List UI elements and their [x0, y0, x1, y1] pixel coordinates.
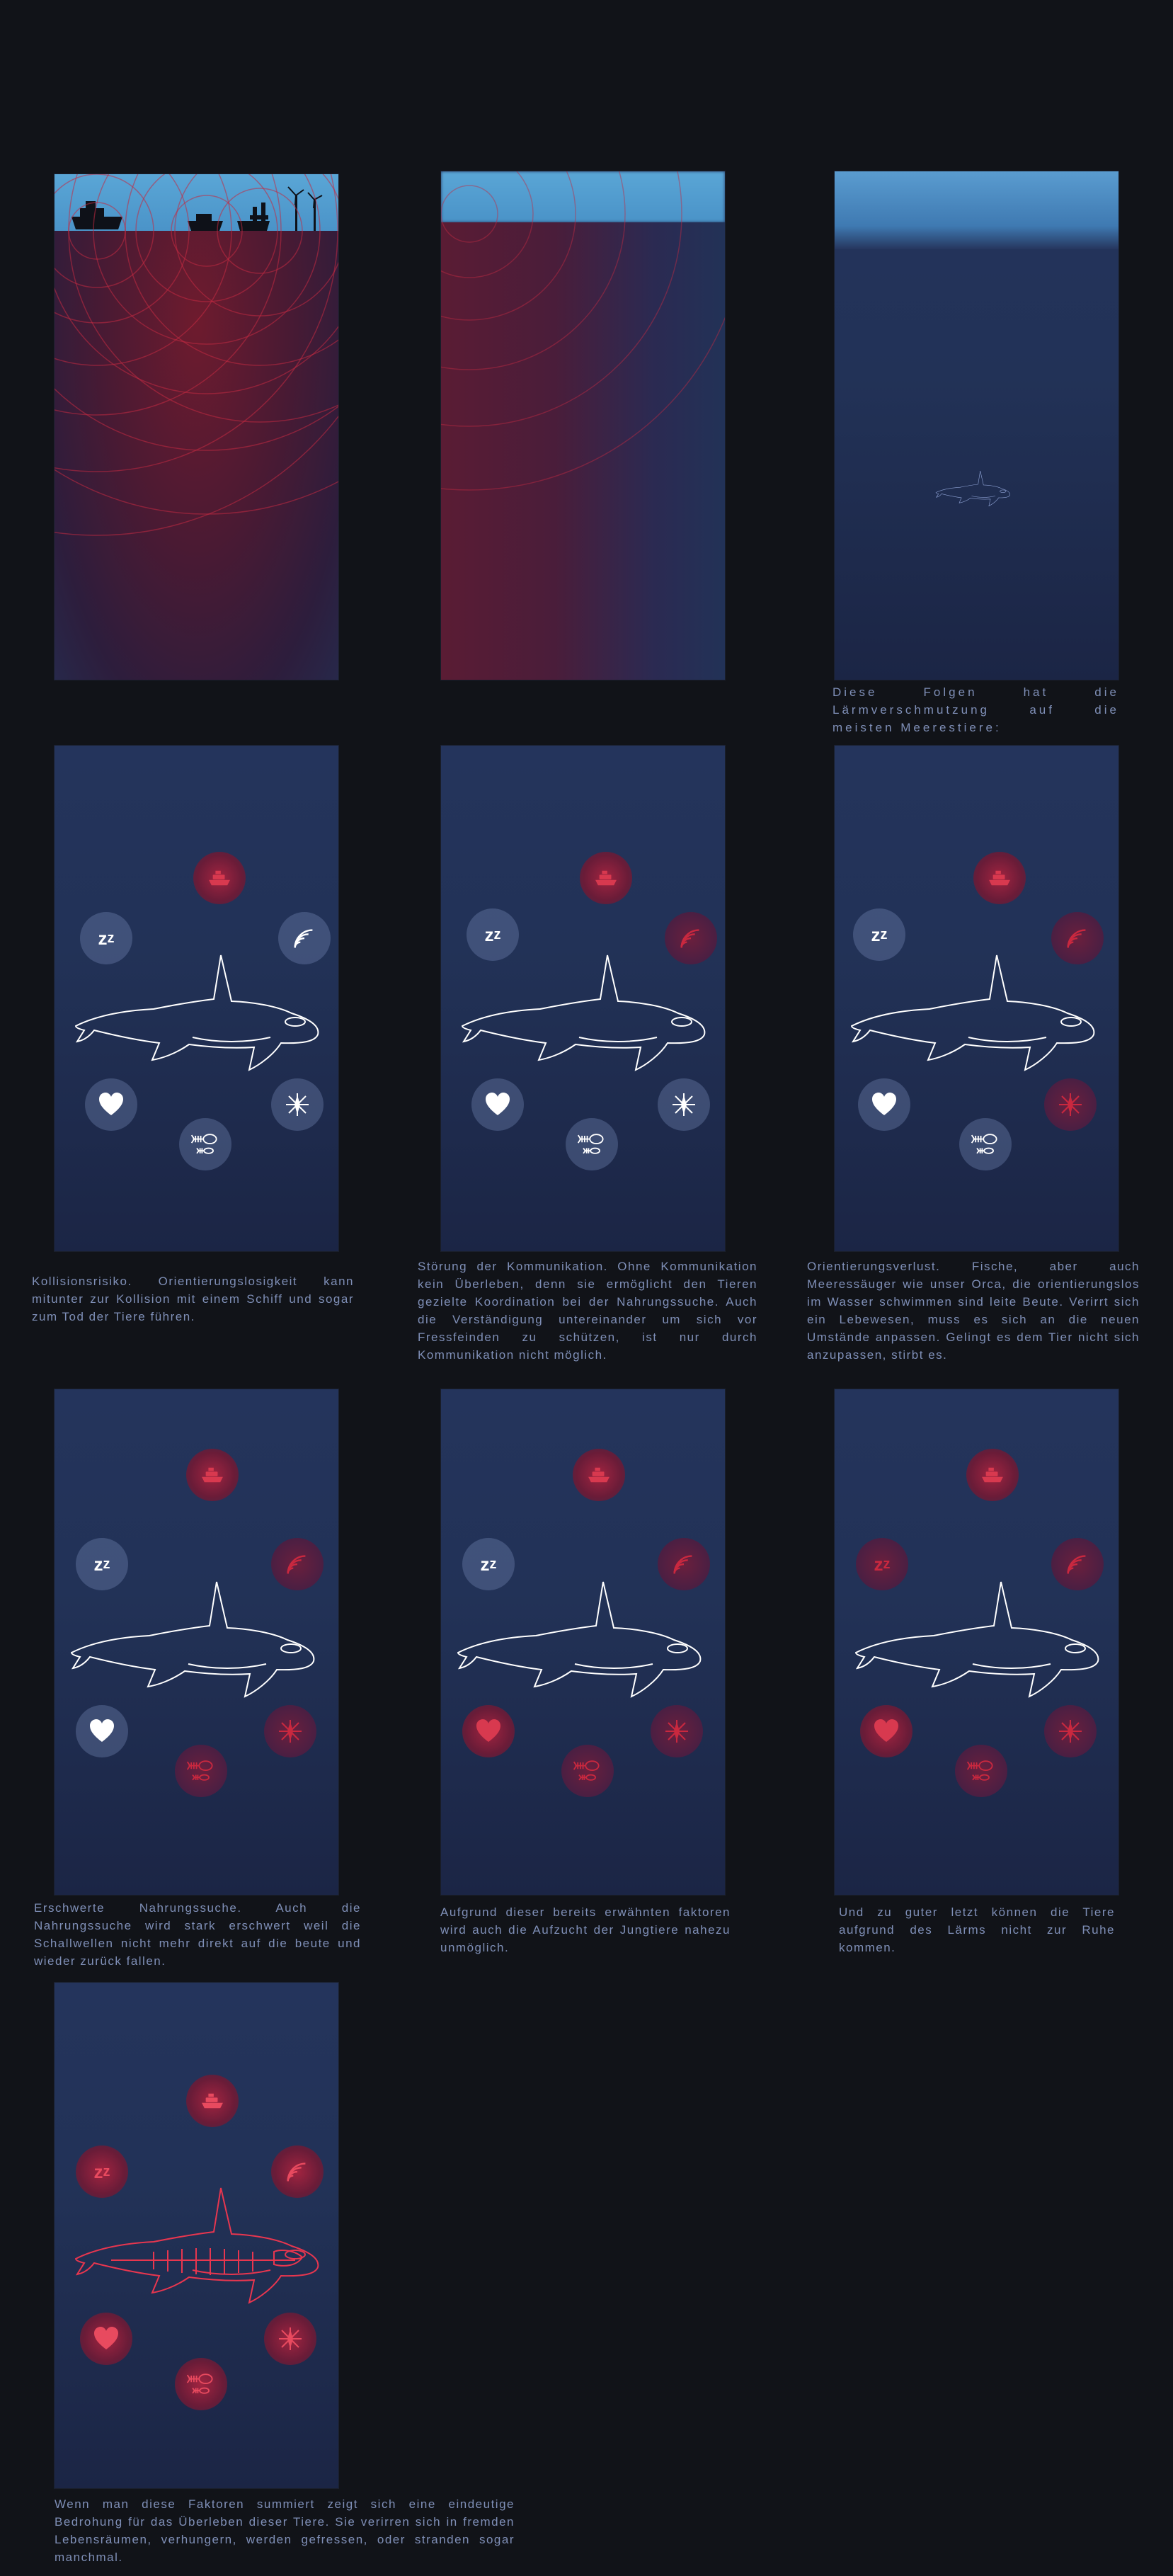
compass-icon [1044, 1705, 1097, 1757]
sleep-icon: z z [80, 912, 132, 964]
sleep-icon: z z [856, 1538, 908, 1590]
caption-communication: Störung der Kommunikation. Ohne Kommunikation kein Überleben, denn sie ermöglicht den Tieren gezielte Koordination bei der Nahrungssuche. Auch die Verständigung untereinander um sich vor Fressfeinden zu schützen, ist nur durch Kommunikation nicht möglich. [418, 1260, 757, 1362]
ship-icon [193, 852, 246, 904]
sleep-icon: z z [76, 2145, 128, 2198]
sleep-icon: z z [467, 908, 519, 961]
orca-outline [455, 948, 710, 1076]
ship-icon [186, 2075, 239, 2127]
panel-orca-alone [835, 171, 1118, 680]
orca-outline [64, 1575, 319, 1702]
panel-icons-rest [835, 1389, 1118, 1895]
panel-icons-food [55, 1389, 338, 1895]
heart-icon [471, 1078, 524, 1131]
caption-offspring: Aufgrund dieser bereits erwähnten faktoren wird auch die Aufzucht der Jungtiere nahezu unmöglich. [440, 1905, 731, 1954]
sound-rings [55, 174, 338, 680]
compass-icon [264, 1705, 316, 1757]
sky [835, 171, 1118, 249]
caption-collision: Kollisionsrisiko. Orientierungslosigkeit kann mitunter zur Kollision mit einem Schiff und sogar zum Tod der Tiere führen. [32, 1275, 354, 1323]
sound-rings [441, 171, 725, 680]
compass-icon [1044, 1078, 1097, 1131]
heart-icon [76, 1705, 128, 1757]
heart-icon [80, 2313, 132, 2365]
caption-summary: Wenn man diese Faktoren summiert zeigt sich eine eindeutige Bedrohung für das Überleben dieser Tiere. Sie verirren sich in fremden Lebensräumen, verhungern, werden gefressen, oder stranden sogar manchmal. [55, 2497, 515, 2564]
sleep-icon: z z [853, 908, 905, 961]
compass-icon [651, 1705, 703, 1757]
fish-skeleton-icon [179, 1118, 231, 1170]
orca-skeleton [69, 2181, 324, 2308]
ship-icon [966, 1449, 1019, 1501]
sleep-icon: z z [462, 1538, 515, 1590]
heart-icon [858, 1078, 910, 1131]
panel-noise-blurred [441, 171, 725, 680]
orca-outline [451, 1575, 706, 1702]
orca-outline [845, 948, 1099, 1076]
caption-food: Erschwerte Nahrungssuche. Auch die Nahrungssuche wird stark erschwert weil die Schallwellen nicht mehr direkt auf die beute und wieder zurück fallen. [34, 1901, 361, 1968]
fish-skeleton-icon [955, 1745, 1007, 1797]
heart-icon [462, 1705, 515, 1757]
panel-icons-communication [441, 746, 725, 1251]
caption-intro: Diese Folgen hat die Lärmverschmutzung auf die meisten Meerestiere: [832, 685, 1119, 734]
orca-outline [849, 1575, 1104, 1702]
ship-icon [973, 852, 1026, 904]
heart-icon [860, 1705, 912, 1757]
fish-skeleton-icon [959, 1118, 1012, 1170]
ship-icon [186, 1449, 239, 1501]
caption-rest: Und zu guter letzt können die Tiere aufgrund des Lärms nicht zur Ruhe kommen. [839, 1905, 1115, 1954]
compass-icon [658, 1078, 710, 1131]
orca-outline [934, 469, 1012, 508]
fish-skeleton-icon [566, 1118, 618, 1170]
panel-icons-collision [55, 746, 338, 1251]
caption-orientation: Orientierungsverlust. Fische, aber auch Meeressäuger wie unser Orca, die orientierungslos im Wasser schwimmen sind leite Beute. Verirrt sich ein Lebewesen, muss es sich an die neuen Umstände anpassen. Gelingt es dem Tier nicht sich anzupassen, stirbt es. [807, 1260, 1140, 1362]
heart-icon [85, 1078, 137, 1131]
panel-icons-orientation [835, 746, 1118, 1251]
panel-icons-offspring [441, 1389, 725, 1895]
compass-icon [264, 2313, 316, 2365]
fish-skeleton-icon [175, 1745, 227, 1797]
compass-icon [271, 1078, 324, 1131]
fish-skeleton-icon [175, 2358, 227, 2410]
ship-icon [580, 852, 632, 904]
panel-ships-noise [55, 174, 338, 680]
orca-outline [69, 948, 324, 1076]
ship-icon [573, 1449, 625, 1501]
sleep-icon: z z [76, 1538, 128, 1590]
fish-skeleton-icon [561, 1745, 614, 1797]
panel-icons-summary [55, 1983, 338, 2488]
